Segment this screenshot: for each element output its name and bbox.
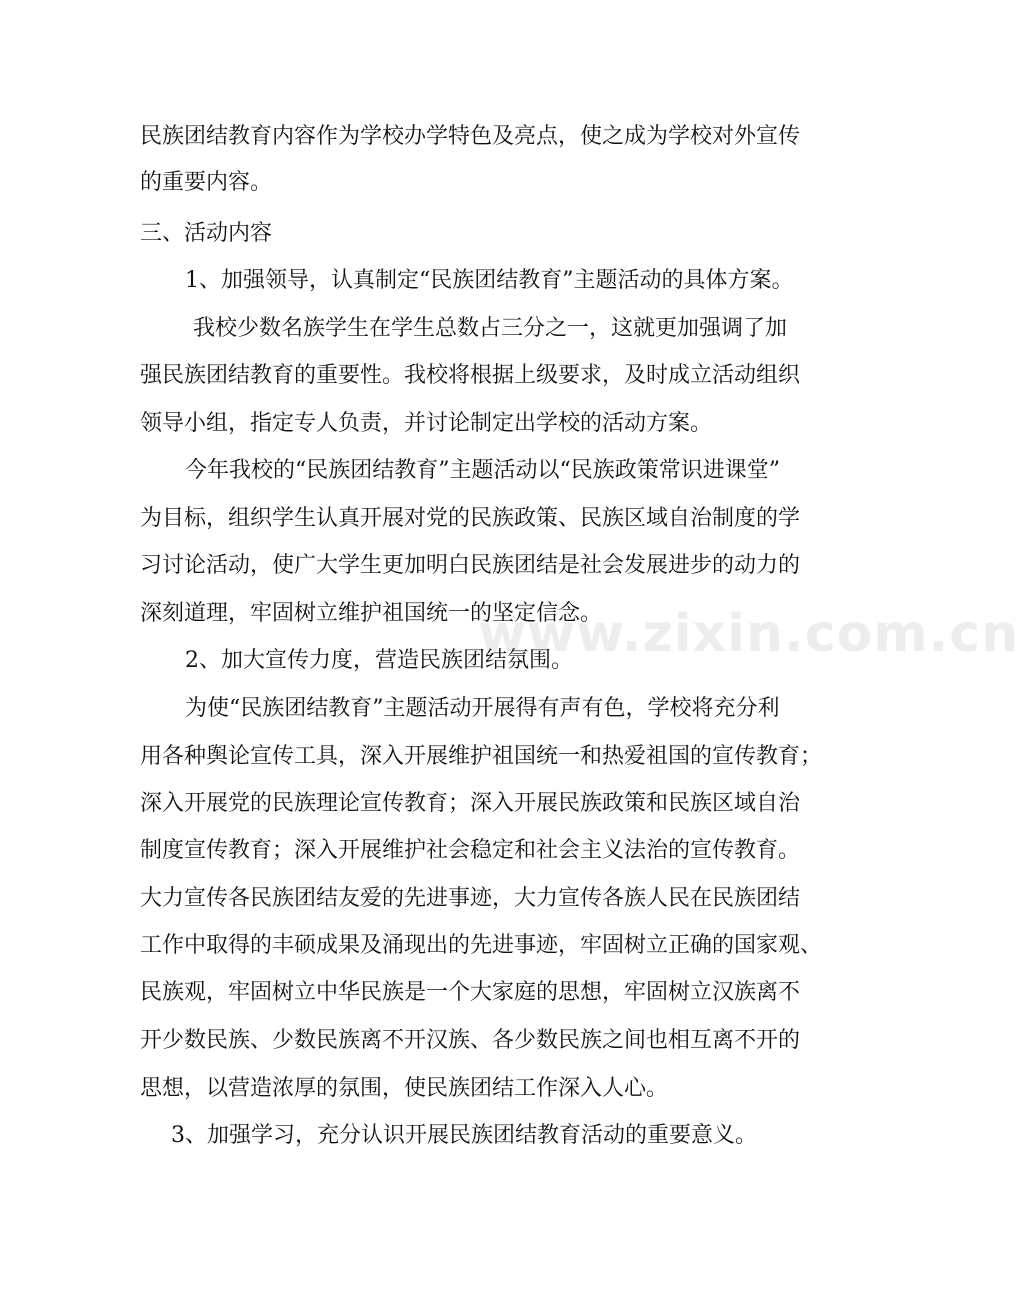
text-line: 强民族团结教育的重要性。我校将根据上级要求，及时成立活动组织	[140, 363, 801, 388]
text-line: 民族团结教育内容作为学校办学特色及亮点，使之成为学校对外宣传	[140, 124, 801, 149]
text-line: 用各种舆论宣传工具，深入开展维护祖国统一和热爱祖国的宣传教育；	[140, 744, 823, 769]
text-line: 工作中取得的丰硕成果及涌现出的先进事迹，牢固树立正确的国家观、	[140, 933, 823, 958]
text-line: 思想，以营造浓厚的氛围，使民族团结工作深入人心。	[140, 1076, 669, 1101]
section-heading: 三、活动内容	[140, 221, 273, 246]
text-line: 领导小组，指定专人负责，并讨论制定出学校的活动方案。	[140, 411, 713, 436]
watermark: www.zixin.com.cn	[478, 604, 1019, 664]
subheading-3: 3、加强学习，充分认识开展民族团结教育活动的重要意义。	[171, 1123, 757, 1148]
text-line: 的重要内容。	[140, 170, 273, 195]
text-line: 民族观，牢固树立中华民族是一个大家庭的思想，牢固树立汉族离不	[140, 980, 801, 1005]
text-line: 习讨论活动，使广大学生更加明白民族团结是社会发展进步的动力的	[140, 553, 801, 578]
text-line: 深刻道理，牢固树立维护祖国统一的坚定信念。	[140, 601, 603, 626]
subheading-2: 2、加大宣传力度，营造民族团结氛围。	[185, 648, 573, 673]
text-line: 我校少数名族学生在学生总数占三分之一，这就更加强调了加	[193, 316, 788, 341]
text-line: 深入开展党的民族理论宣传教育；深入开展民族政策和民族区域自治	[140, 791, 801, 816]
text-line: 为使“民族团结教育”主题活动开展得有声有色，学校将充分利	[185, 696, 780, 721]
text-line: 开少数民族、少数民族离不开汉族、各少数民族之间也相互离不开的	[140, 1028, 801, 1053]
text-line: 大力宣传各民族团结友爱的先进事迹，大力宣传各族人民在民族团结	[140, 886, 801, 911]
text-line: 制度宣传教育；深入开展维护社会稳定和社会主义法治的宣传教育。	[140, 838, 801, 863]
subheading-1: 1、加强领导，认真制定“民族团结教育”主题活动的具体方案。	[185, 268, 794, 293]
text-line: 为目标，组织学生认真开展对党的民族政策、民族区域自治制度的学	[140, 506, 801, 531]
text-line: 今年我校的“民族团结教育”主题活动以“民族政策常识进课堂”	[185, 458, 780, 483]
